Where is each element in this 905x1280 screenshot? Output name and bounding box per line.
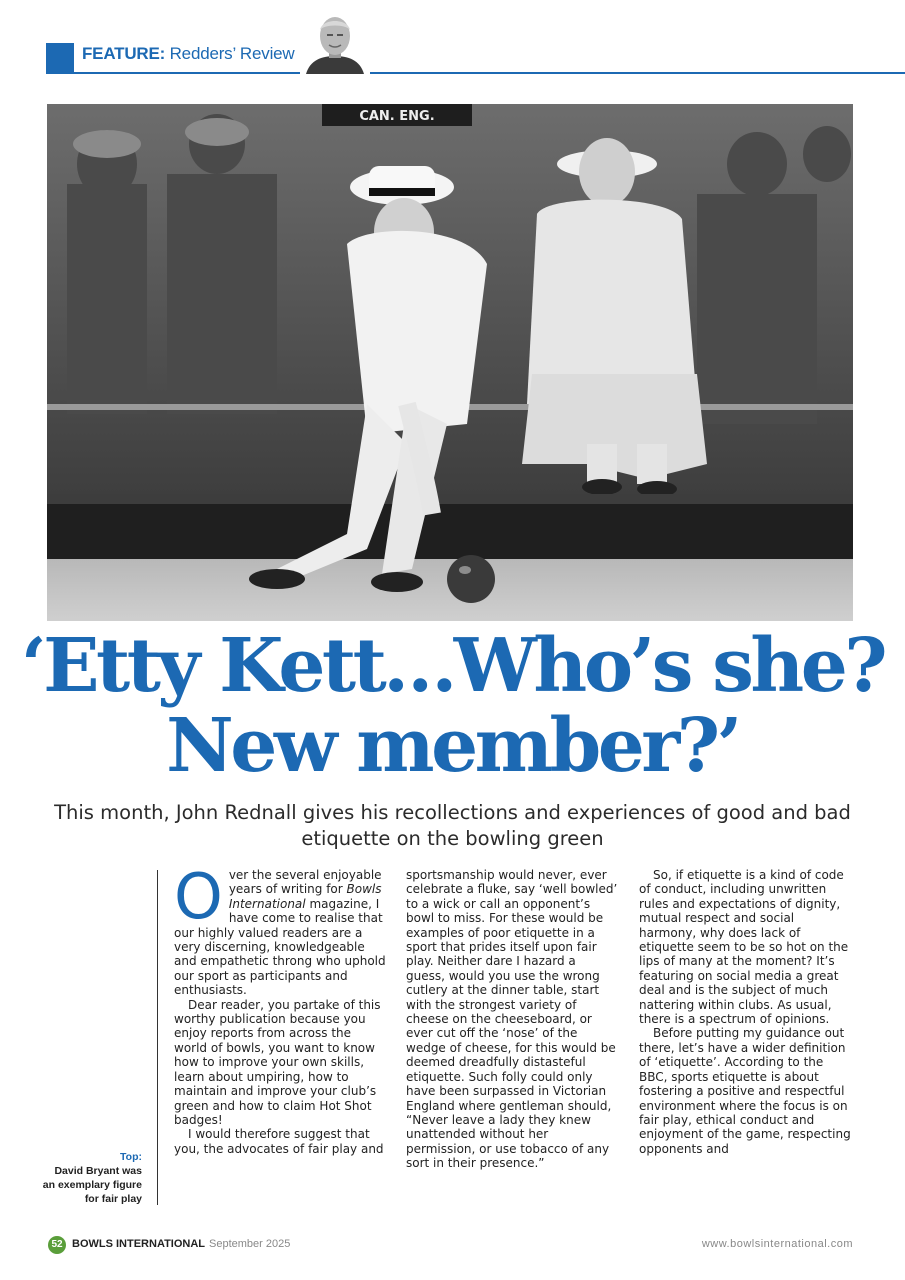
drop-cap: O	[174, 860, 223, 933]
headline-line-2: New member?’	[166, 703, 739, 789]
section-marker	[46, 43, 74, 73]
paragraph: Dear reader, you partake of this worthy publication because you enjoy reports from across the world of bowls, you want to know how to improve your own skills, learn about umpiring, how to maintain and improve your club’s green and how to claim Hot Shot badges!	[174, 997, 381, 1127]
caption-label: Top:	[120, 1151, 142, 1163]
body-column-2	[406, 868, 618, 1171]
headline	[0, 623, 905, 789]
paragraph-text: magazine, I have come to realise that our highly valued readers are a very discerning, knowledgeable and empathetic throng who uphold our sport as participants and enthusiasts.	[174, 896, 386, 998]
author-portrait	[300, 12, 370, 74]
paragraph-text: ver the several enjoyable years of writing for	[228, 868, 382, 897]
issue-date: September 2025	[209, 1238, 291, 1250]
caption-text: David Bryant was an exemplary figure for fair play	[42, 1165, 142, 1205]
magazine-name: BOWLS INTERNATIONAL	[72, 1238, 206, 1250]
column-title: Redders’ Review	[169, 44, 295, 63]
footer-brand	[72, 1238, 290, 1250]
publication-name: Bowls International	[228, 882, 382, 911]
paragraph: sportsmanship would never, ever celebrate a fluke, say ‘well bowled’ to a wick or call an opponent’s bowl to miss. For these would be examples of poor etiquette in a sport that prides itself upon fair play. Neither dare I hazard a guess, would you use the wrong cutlery at the dinner table, start with the strongest variety of cheese on the cheeseboard, or ever cut off the ‘nose’ of the wedge of cheese, for this would be deemed dreadfully distasteful etiquette. Such folly could only have been surpassed in Victorian England where gentleman should, “Never leave a lady they knew unattended without her permission, or use tobacco of any sort in their presence.”	[406, 868, 618, 1171]
headline-line-1: ‘Etty Kett…Who’s she?	[20, 623, 885, 709]
page-number: 52	[48, 1236, 66, 1254]
body-column-3	[639, 868, 855, 1156]
paragraph: So, if etiquette is a kind of code of conduct, including unwritten rules and expectations of dignity, mutual respect and social harmony, why does lack of etiquette seem to be so hot on the lips of many at the moment? It’s featuring on social media a great deal and is the subject of much nattering within clubs. As usual, there is a spectrum of opinions.	[639, 868, 849, 1027]
standfirst: This month, John Rednall gives his recollections and experiences of good and bad etiquette on the bowling green	[54, 801, 851, 850]
header-rule	[46, 72, 905, 74]
paragraph: Before putting my guidance out there, let’s have a wider definition of ‘etiquette’. According to the BBC, sports etiquette is about fostering a positive and respectful environment where the focus is on fair play, ethical conduct and enjoyment of the game, respecting opponents and	[639, 1026, 851, 1156]
footer-url[interactable]: www.bowlsinternational.com	[701, 1238, 853, 1250]
section-label: FEATURE:	[82, 44, 166, 63]
section-header	[82, 44, 294, 64]
paragraph	[174, 860, 386, 998]
paragraph: I would therefore suggest that you, the advocates of fair play and	[174, 1127, 384, 1156]
feature-photo	[47, 104, 853, 621]
caption-divider	[157, 870, 158, 1205]
scoreboard-sign: CAN. ENG.	[359, 109, 435, 124]
photo-caption	[40, 1150, 142, 1206]
body-column-1	[174, 860, 386, 1156]
